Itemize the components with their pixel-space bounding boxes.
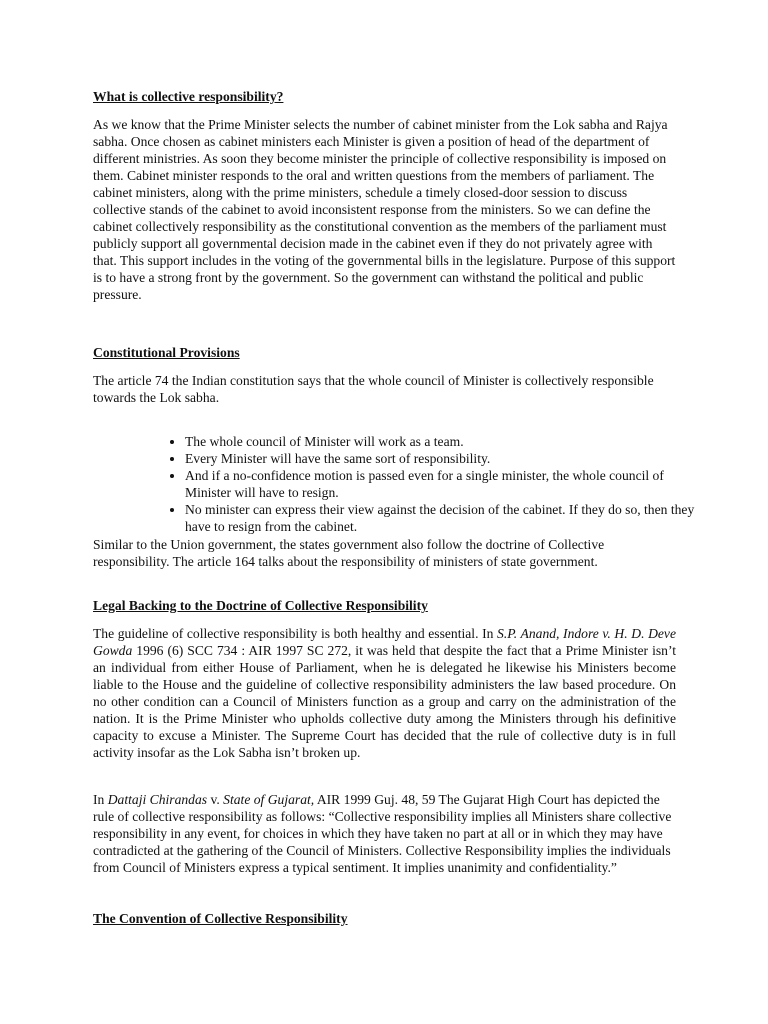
state-government-paragraph: Similar to the Union government, the states government also follow the doctrine of Collective responsibility. The article 164 talks about the responsibility of ministers of state government. (93, 537, 605, 569)
heading-convention: The Convention of Collective Responsibility (93, 911, 348, 926)
sp-anand-paragraph (93, 625, 676, 761)
case-name-state-of-gujarat: State of Gujarat, (223, 792, 315, 807)
paragraph-text: v. (207, 792, 224, 807)
heading-what-is-collective-responsibility: What is collective responsibility? (93, 89, 284, 104)
paragraph-text: The guideline of collective responsibility is both healthy and essential. In (93, 626, 498, 641)
heading-constitutional-provisions: Constitutional Provisions (93, 345, 240, 360)
paragraph-text: 1996 (6) SCC 734 : AIR 1997 SC 272, it was held that despite the fact that a Prime Minister isn’t an individual from either House of Parliament, when he is delegated he likewise his Ministers become liable to the House and the guideline of collective responsibility administers the law based procedure. On no other condition can a Council of Ministers function as a group and carry on the administration of the nation. It is the Prime Minister who upholds collective duty among the Ministers through his definitive capacity to excuse a Minister. The Supreme Court has decided that the rule of collective duty is in full activity insofar as the Lok Sabha isn’t broken up. (93, 643, 676, 760)
list-item: • And if a no-confidence motion is passed even for a single minister, the whole council of Minister will have to resign. (185, 467, 703, 501)
intro-paragraph: As we know that the Prime Minister selects the number of cabinet minister from the Lok sabha and Rajya sabha. Once chosen as cabinet ministers each Minister is given a position of head of the department of different ministries. As soon they become minister the principle of collective responsibility is imposed on them. Cabinet minister responds to the oral and written questions from the members of parliament. The cabinet ministers, along with the prime ministers, schedule a timely closed-door session to discuss collective stands of the cabinet to avoid inconsistent response from the ministers. So we can define the cabinet collectively responsibility as the constitutional convention as the members of the parliament must publicly support all governmental decision made in the cabinet even if they do not privately agree with that. This support includes in the voting of the governmental bills in the legislature. Purpose of this support is to have a strong front by the government. So the government can withstand the political and public pressure. (93, 117, 676, 302)
dattaji-paragraph (93, 791, 676, 876)
list-item: • Every Minister will have the same sort of responsibility. (185, 450, 703, 467)
case-name-dattaji: Dattaji Chirandas (107, 792, 208, 807)
list-item: • The whole council of Minister will work as a team. (185, 433, 703, 450)
paragraph-text: In (93, 792, 108, 807)
article-74-paragraph: The article 74 the Indian constitution says that the whole council of Minister is collectively responsible towards the Lok sabha. (93, 373, 654, 405)
provisions-list (160, 433, 703, 535)
heading-legal-backing: Legal Backing to the Doctrine of Collective Responsibility (93, 598, 428, 613)
paragraph-text: AIR 1999 Guj. 48, 59 The Gujarat High Court has depicted the rule of collective responsibility as follows: “Collective responsibility implies all Ministers share collective responsibility in any event, for choices in which they have taken no part at all or in which they may have contradicted at the gathering of the Council of Ministers. Collective Responsibility implies the individuals from Council of Ministers express a typical sentiment. It implies unanimity and confidentiality.” (93, 792, 672, 875)
list-item: • No minister can express their view against the decision of the cabinet. If they do so, then they have to resign from the cabinet. (185, 501, 703, 535)
case-name-sp-anand: S.P. Anand, Indore v. H. D. Deve Gowda (93, 626, 676, 658)
